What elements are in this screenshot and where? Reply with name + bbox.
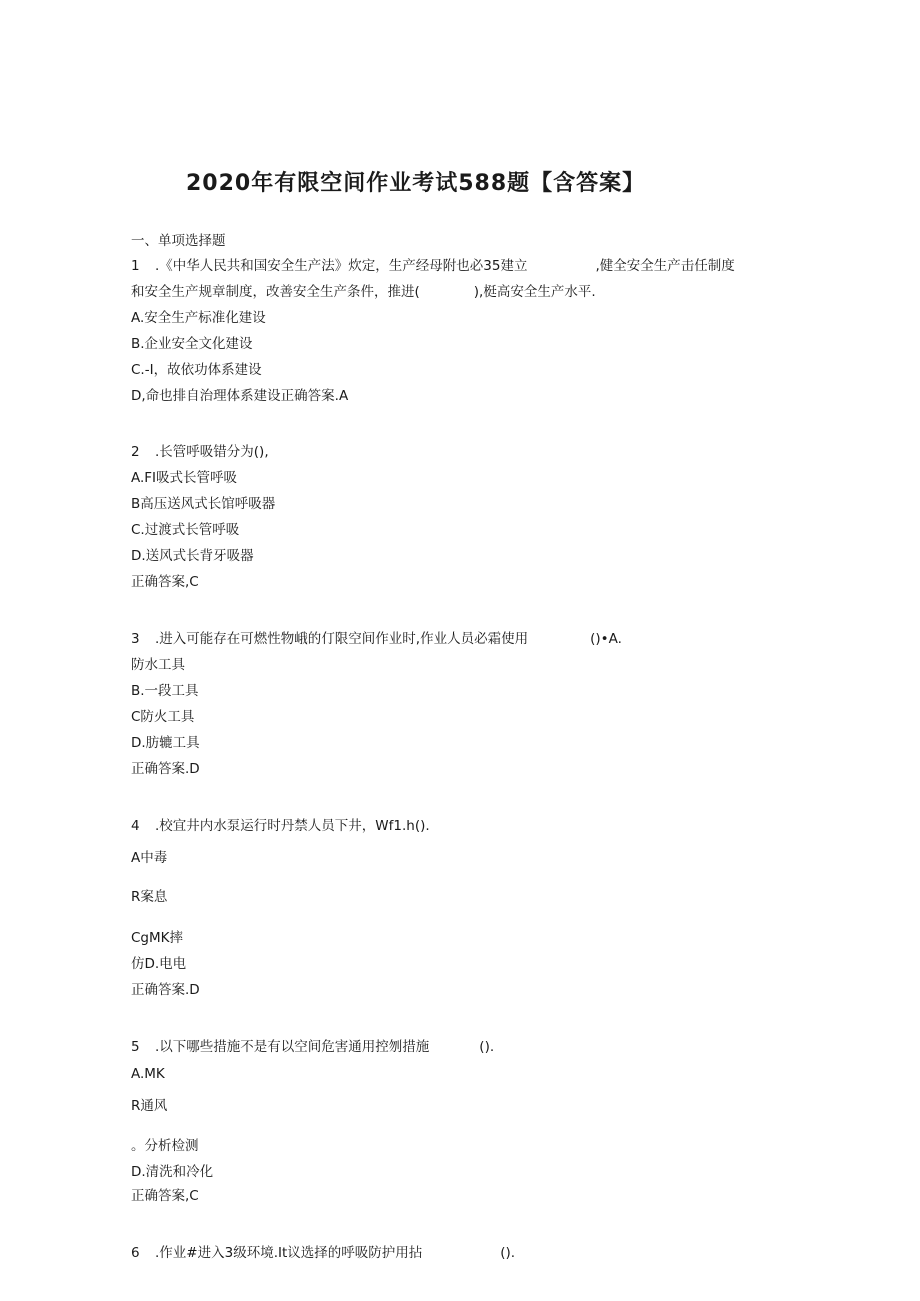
question-3-number: 3: [131, 631, 140, 647]
question-5-text-b: ().: [479, 1039, 495, 1055]
question-1-number: 1: [131, 258, 140, 274]
question-4-text: .校宜井内水泵运行时丹禁人员下井，Wf1.h().: [155, 818, 430, 834]
question-1-option-b: B.企业安全文化建设: [131, 336, 253, 352]
question-2-option-c: C.过渡式长管呼吸: [131, 522, 240, 538]
question-4-option-d: 仿D.电电: [131, 956, 187, 972]
question-1-text-c: 和安全生产规章制度，改善安全生产条件，推进(: [131, 284, 420, 300]
question-1-text-b: ,健全安全生产击任制度: [595, 258, 735, 274]
question-3-option-a: 防水工具: [131, 657, 185, 673]
question-6-line: [131, 1244, 515, 1262]
question-4-option-a: A中毒: [131, 850, 168, 866]
question-3-text-a: .进入可能存在可燃性物峨的仃限空间作业时,作业人员必霜使用: [155, 631, 529, 647]
question-5-answer: 正确答案,C: [131, 1188, 199, 1204]
question-1-option-c: C.-I，故依功体系建设: [131, 362, 262, 378]
question-5-option-c: 。分析检测: [131, 1138, 199, 1154]
question-2-number: 2: [131, 444, 140, 460]
question-1-option-a: A.安全生产标准化建设: [131, 310, 266, 326]
question-2-option-a: A.FI吸式长管呼吸: [131, 470, 238, 486]
question-5-number: 5: [131, 1039, 140, 1055]
question-3-text-b: ()•A.: [590, 631, 622, 647]
question-4-option-c: CgMK摔: [131, 930, 183, 946]
question-2-answer: 正确答案,C: [131, 574, 199, 590]
question-4-number: 4: [131, 818, 140, 834]
question-1-text-d: ),梃高安全生产水平.: [473, 284, 596, 300]
question-3-line: [131, 630, 622, 648]
question-6-number: 6: [131, 1245, 140, 1261]
question-1-text-a: .《中华人民共和国安全生产法》炊定，生产经母附也必35建立: [155, 258, 528, 274]
question-2-text: .长管呼吸错分为(),: [155, 444, 269, 460]
question-6-text-b: ().: [500, 1245, 516, 1261]
question-5-option-d: D.清洗和冷化: [131, 1164, 214, 1180]
question-1-option-d: D,命也排自治理体系建设正确答案.A: [131, 388, 349, 404]
question-3-option-c: C防火工具: [131, 709, 195, 725]
question-5-option-a: A.MK: [131, 1066, 165, 1082]
question-3-option-b: B.一段工具: [131, 683, 199, 699]
question-4-answer: 正确答案.D: [131, 982, 200, 998]
question-3-answer: 正确答案.D: [131, 761, 200, 777]
question-1-line-1: [131, 257, 735, 275]
question-2-option-b: B高压送风式长馆呼吸器: [131, 496, 276, 512]
question-3-option-d: D.肪辘工具: [131, 735, 200, 751]
question-5-text-a: .以下哪些措施不是有以空间危害通用控刎措施: [155, 1039, 430, 1055]
question-6-text-a: .作业#进入3级环境.It议选择的呼吸防护用拈: [155, 1245, 423, 1261]
question-4-line: [131, 817, 430, 835]
question-4-option-b: R案息: [131, 889, 168, 905]
question-5-option-b: R通风: [131, 1098, 168, 1114]
question-2-line: [131, 443, 269, 461]
question-1-line-2: [131, 283, 596, 301]
section-heading: 一、单项选择题: [131, 233, 226, 249]
document-title: 2020年有限空间作业考试588题【含答案】: [186, 171, 646, 196]
question-2-option-d: D.送风式长背牙吸器: [131, 548, 254, 564]
question-5-line: [131, 1038, 494, 1056]
